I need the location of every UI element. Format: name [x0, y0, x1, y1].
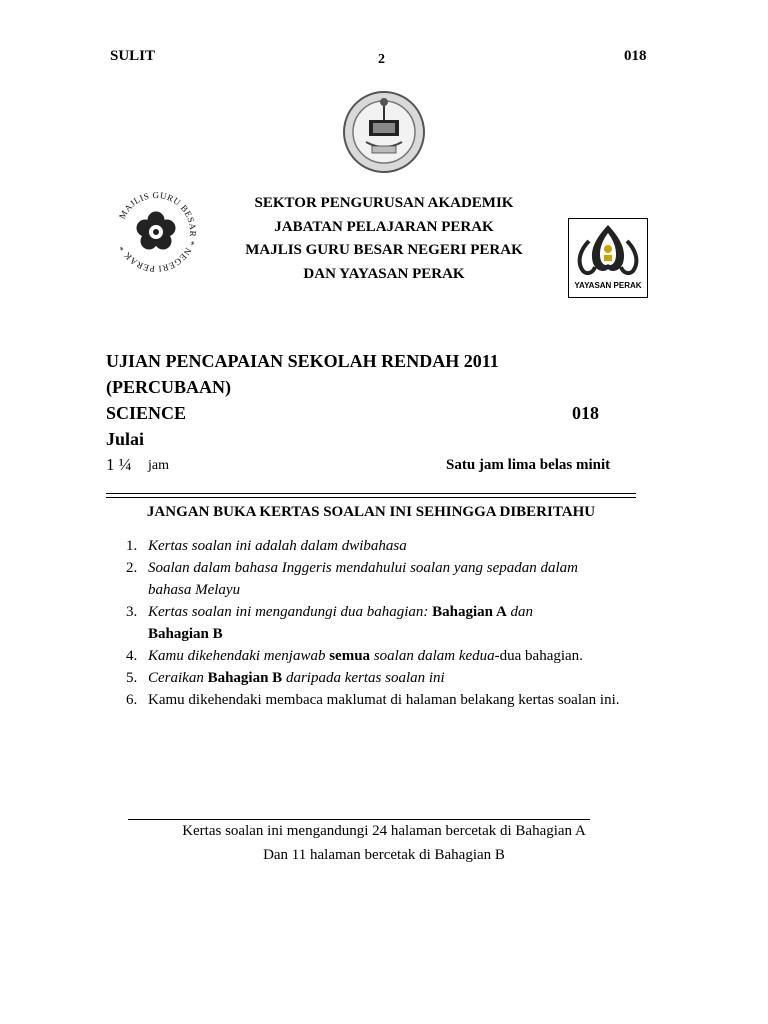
exam-code: 018 — [572, 403, 599, 423]
instruction-item: 5. Ceraikan Bahagian B daripada kertas soalan ini — [126, 670, 445, 686]
exam-subtitle: (PERCUBAAN) — [106, 377, 231, 397]
seal-logo — [342, 90, 426, 174]
duration-number: 1 ¼ — [106, 455, 132, 474]
yayasan-caption: YAYASAN PERAK — [574, 281, 642, 290]
organisation-block — [230, 192, 538, 286]
org-line-1: SEKTOR PENGURUSAN AKADEMIK — [254, 195, 514, 211]
header-right: 018 — [624, 48, 647, 64]
org-line-2: JABATAN PELAJARAN PERAK — [274, 218, 494, 235]
org-line-4: DAN YAYASAN PERAK — [303, 265, 465, 282]
instruction-list — [112, 535, 652, 711]
divider-top — [106, 493, 636, 494]
footer-line-1: Kertas soalan ini mengandungi 24 halaman bercetak di Bahagian A — [182, 823, 586, 839]
header-left: SULIT — [110, 48, 156, 64]
instruction-item: 1. Kertas soalan ini adalah dalam dwibahasa — [126, 538, 407, 554]
divider-bottom — [106, 497, 636, 498]
yayasan-perak-logo — [568, 218, 648, 298]
duration-unit: jam — [148, 458, 169, 473]
exam-title: UJIAN PENCAPAIAN SEKOLAH RENDAH 2011 — [106, 351, 499, 371]
exam-month: Julai — [106, 429, 145, 449]
instruction-item: 4. Kamu dikehendaki menjawab semua soalan dalam kedua-dua bahagian. — [126, 648, 583, 664]
majlis-guru-besar-logo — [110, 186, 202, 278]
majlis-ring-text: MAJLIS GURU BESAR * NEGERI PERAK * — [116, 189, 199, 275]
exam-subject: SCIENCE — [106, 403, 187, 423]
org-line-3: MAJLIS GURU BESAR NEGERI PERAK — [245, 242, 523, 258]
duration-words: Satu jam lima belas minit — [446, 457, 611, 473]
footer-rule — [128, 819, 590, 820]
footer-line-2: Dan 11 halaman bercetak di Bahagian B — [263, 847, 505, 863]
warning-text: JANGAN BUKA KERTAS SOALAN INI SEHINGGA DIBERITAHU — [146, 504, 596, 520]
instruction-item: 3. Kertas soalan ini mengandungi dua bahagian: Bahagian A dan Bahagian B — [126, 604, 534, 642]
instruction-item: 2. Soalan dalam bahasa Inggeris mendahului soalan yang sepadan dalam bahasa Melayu — [126, 560, 578, 598]
page-number: 2 — [378, 52, 385, 67]
instruction-item: 6. Kamu dikehendaki membaca maklumat di halaman belakang kertas soalan ini. — [126, 692, 620, 708]
